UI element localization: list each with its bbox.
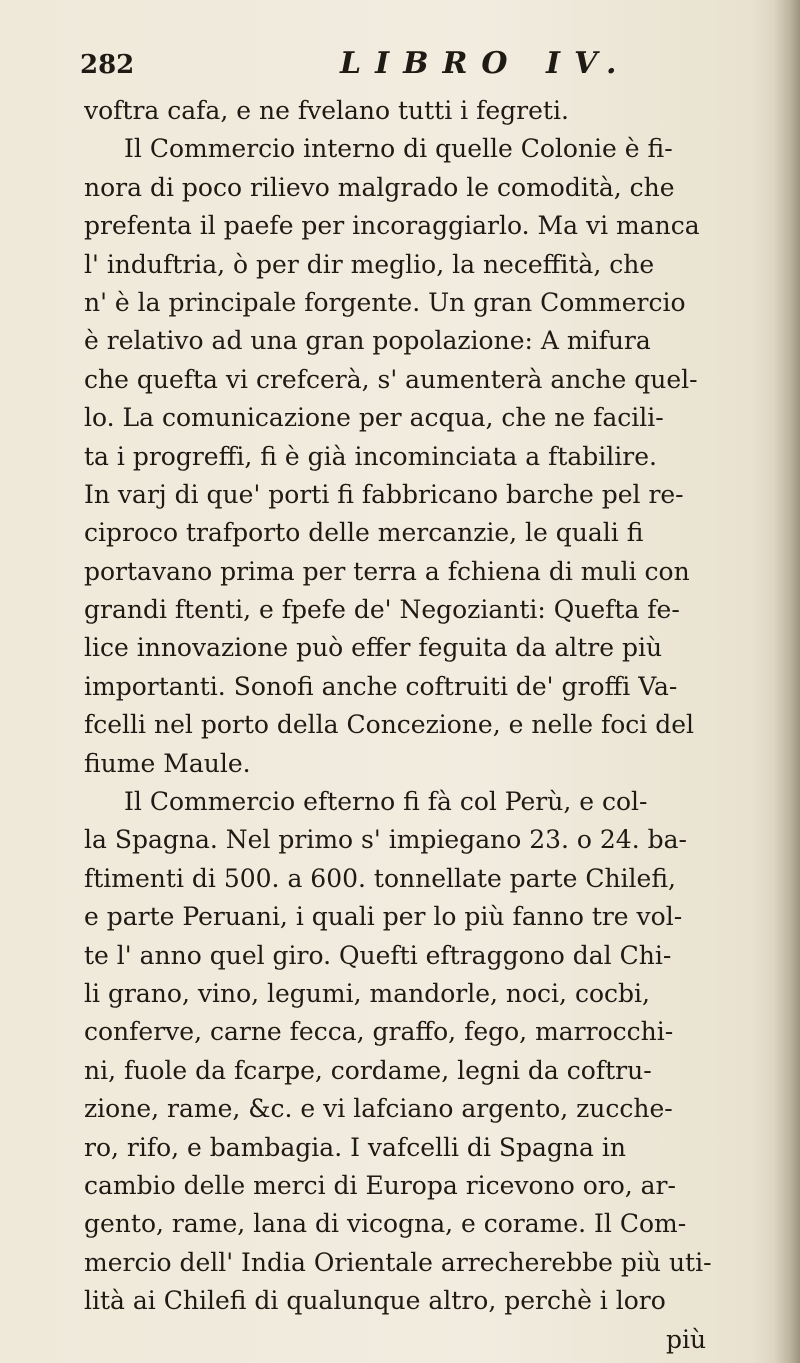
- page-header: [80, 46, 700, 86]
- text-line: ftimenti di 500. a 600. tonnellate parte Chilefi,: [84, 863, 676, 893]
- text-line: ciproco trafporto delle mercanzie, le quali fi: [84, 518, 644, 548]
- text-line: voftra cafa, e ne fvelano tutti i fegreti.: [84, 96, 569, 125]
- text-line: zione, rame, &c. e vi lafciano argento, zucche-: [84, 1094, 673, 1124]
- text-line: ni, fuole da fcarpe, cordame, legni da coftru-: [84, 1055, 652, 1085]
- text-line: l' induftria, ò per dir meglio, la neceffità, che: [84, 249, 655, 279]
- text-line: importanti. Sonofi anche coftruiti de' groffi Va-: [84, 671, 678, 701]
- text-line: ta i progreffi, fi è già incominciata a ftabilire.: [84, 441, 657, 471]
- text-line: ro, rifo, e bambagia. I vafcelli di Spagna in: [84, 1132, 626, 1162]
- text-line: nora di poco rilievo malgrado le comodità, che: [84, 172, 675, 202]
- text-line: te l' anno quel giro. Quefti eftraggono dal Chi-: [84, 940, 672, 970]
- text-line: lice innovazione può effer feguita da altre più: [84, 633, 663, 663]
- text-line: fcelli nel porto della Concezione, e nelle foci del: [84, 710, 695, 740]
- text-line: è relativo ad una gran popolazione: A mifura: [84, 326, 651, 356]
- text-line: portavano prima per terra a fchiena di muli con: [84, 556, 690, 586]
- page-number: 282: [80, 50, 135, 80]
- text-line: grandi ftenti, e fpefe de' Negozianti: Quefta fe-: [84, 595, 680, 625]
- text-line: prefenta il paefe per incoraggiarlo. Ma vi manca: [84, 211, 700, 241]
- text-line: la Spagna. Nel primo s' impiegano 23. o 24. ba-: [84, 825, 687, 855]
- text-line: Il Commercio efterno fi fà col Perù, e col-: [124, 787, 648, 817]
- text-line: cambio delle merci di Europa ricevono oro, ar-: [84, 1170, 676, 1200]
- page-edge-shadow: [774, 0, 800, 1363]
- text-line: fiume Maule.: [84, 748, 251, 778]
- text-line: e parte Peruani, i quali per lo più fanno tre vol-: [84, 902, 683, 932]
- text-line: li grano, vino, legumi, mandorle, noci, cocbi,: [84, 978, 650, 1008]
- text-line: gento, rame, lana di vicogna, e corame. Il Com-: [84, 1209, 687, 1239]
- body-text: [84, 92, 774, 1359]
- text-line: mercio dell' India Orientale arrecherebbe più uti-: [84, 1247, 712, 1277]
- text-line: che quefta vi crefcerà, s' aumenterà anche quel-: [84, 364, 698, 394]
- text-line: n' è la principale forgente. Un gran Commercio: [84, 287, 686, 317]
- text-line: In varj di que' porti fi fabbricano barche pel re-: [84, 479, 684, 509]
- text-line: lità ai Chilefi di qualunque altro, perchè i loro: [84, 1286, 666, 1316]
- running-title: LIBRO IV.: [340, 46, 631, 81]
- catchword: più: [666, 1324, 707, 1354]
- text-line: lo. La comunicazione per acqua, che ne facili-: [84, 403, 664, 433]
- text-line: conferve, carne fecca, graffo, fego, marrocchi-: [84, 1017, 674, 1047]
- text-line: Il Commercio interno di quelle Colonie è fi-: [124, 134, 673, 164]
